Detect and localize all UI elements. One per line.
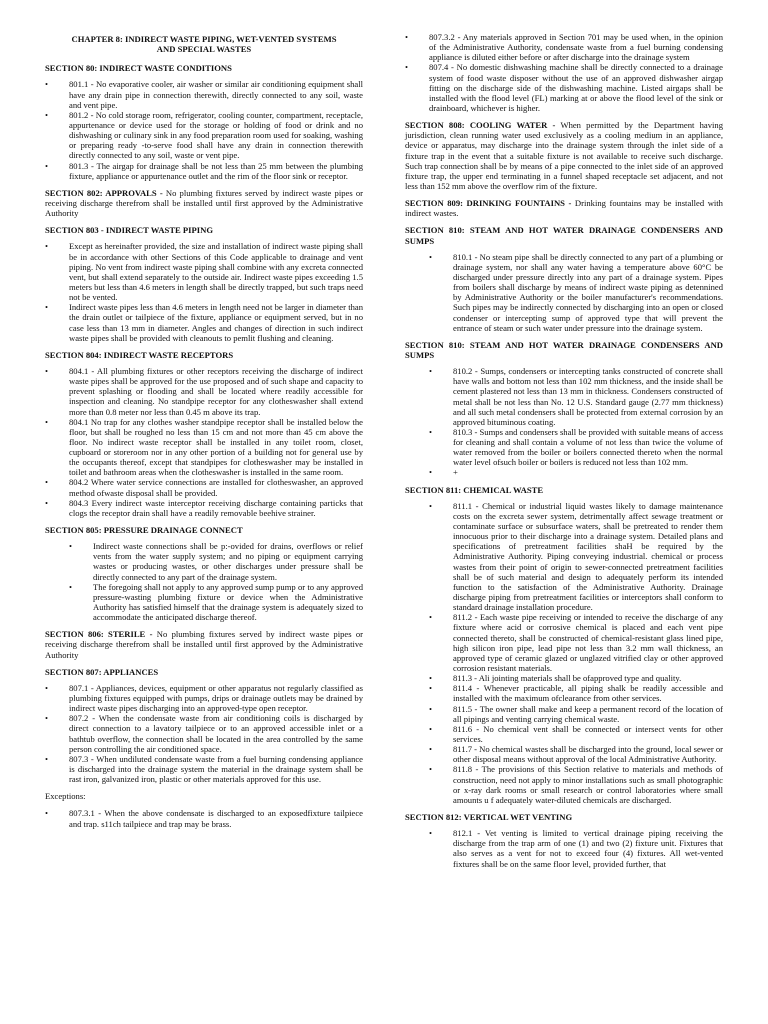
- list-item: • 812.1 - Vet venting is limited to vertical drainage piping receiving the discharge from the trap arm of one (1) and two (2) fixture unit. Fixtures that also serves as a vent for not to exceed four (4) fixtures. All wet-vented fixtures shall be on the same floor level, provided further, that: [405, 828, 723, 869]
- list-item: • 807.3 - When undiluted condensate waste from a fuel burning condensing appliance is discharged into the drainage system the material in the drainage system shall be rast iron, galvanized iron, plastic or other materials approved for this use.: [45, 754, 363, 784]
- section-80-list: [45, 79, 363, 180]
- exceptions-label: Exceptions:: [45, 791, 86, 802]
- section-810a-heading: SECTION 810: STEAM AND HOT WATER DRAINAGE CONDENSERS AND SUMPS: [405, 225, 723, 246]
- list-item: • Indirect waste connections shall be p:-ovided for drains, overflows or relief vents from the water supply system; and no piping or equipment carrying wastes or producing wastes, or other discharges under pressure shall be directly connected to any part of the drainage system.: [45, 541, 363, 582]
- section-810b-list: [405, 366, 723, 478]
- list-item: • 804.2 Where water service connections are installed for clotheswasher, an approved method ofwaste disposal shall be provided.: [45, 477, 363, 497]
- list-item: • 811.1 - Chemical or industrial liquid wastes likely to damage maintenance costs on the excreta sewer system, detrimentally affect sewage treatment or contaminate surface or subsurface waters, shall be pretreated to render them innocuous prior to their discharge into a drainage system. Detailed plans and specifications of pretreatment facilities shaH be required by the Administrative Authority. Piping conveying industrial. chemical or process wastes from their point of origin to sewer-connected pretreatment facilities shall be of such material and design to adequately perform its intended function to the satisfaction of the Administrative Authority. Drainage discharge piping from pretreatment facilities or interceptors shall conform to standard drainage installation procedure.: [405, 501, 723, 613]
- section-811-heading: SECTION 811: CHEMICAL WASTE: [405, 484, 544, 495]
- list-item: • 807.4 - No domestic dishwashing machine shall be directly connected to a drainage system of food waste disposer without the use of an approved dishwasher airgap fitting on the discharge side of the dishwashing machine. Listed airgaps shall be installed with the flood level (FL) marking at or above the flood level of the sink or drainboard, whichever is higher.: [405, 62, 723, 113]
- section-806-paragraph: [45, 629, 363, 659]
- section-808-text: When permitted by the Department having jurisdiction, clean running water used exclusively as a cooling medium in an appliance, device or apparatus, may discharge into the drainage system through the inlet side of a fixture trap in the event that a suitable fixture is not available to receive such discharge. Such trap connection shall be by means of a pipe connected to the inlet side of an approved fixture trap, the upper end terminating in a funnel shaped receptacle set adjacent, and not less than 152 mm above the overflow rim of the fixture.: [405, 120, 723, 191]
- section-804-list: [45, 366, 363, 518]
- section-812-list: [405, 828, 723, 869]
- right-column: [405, 32, 723, 876]
- list-item: • 811.7 - No chemical wastes shall be discharged into the ground, local sewer or other disposal means without approval of the local Administrative Authority.: [405, 744, 723, 764]
- list-item: • Indirect waste pipes less than 4.6 meters in length need not be larger in diameter than the drain outlet or tailpiece of the fixture, appliance or equipment served, but in no case less than 13 mm in diameter. Angles and changes of direction in such indirect waste pipes shall be provided with cleanouts to pemlit flushing and cleaning.: [45, 302, 363, 343]
- list-item: • 811.4 - Whenever practicable, all piping shalk be readily accessible and installed with the maximum ofclearance from other services.: [405, 683, 723, 703]
- list-item: • 807.3.1 - When the above condensate is discharged to an exposedfixture tailpiece and trap. s11ch tailpiece and trap may be brass.: [45, 808, 363, 828]
- section-803-heading: SECTION 803 - INDIRECT WASTE PIPING: [45, 225, 214, 236]
- section-80-heading: SECTION 80: INDIRECT WASTE CONDITIONS: [45, 63, 232, 74]
- section-802-label: SECTION 802: APPROVALS -: [45, 187, 163, 198]
- list-item: • Except as hereinafter provided, the size and installation of indirect waste piping shall be in accordance with other Sections of this Code applicable to drainage and vent piping. No vent from indirect waste piping shall combine with any excreta connected vent, but shall extend separately to the outside air. Indirect waste pipes exceeding 1.5 meters but less than 4.6 meters in length shall be directly trapped, but such traps need not be vented.: [45, 241, 363, 302]
- section-802-text: No plumbing fixtures served by indirect waste pipes or receiving discharge therefrom shall be installed until first approved by the Administrative Authority: [45, 187, 363, 219]
- list-item: • +: [405, 467, 723, 477]
- chapter-title: [45, 34, 363, 54]
- list-item: • 804.3 Every indirect waste interceptor receiving discharge containing particks that clogs the receptor drain shall have a readily removable beehive strainer.: [45, 498, 363, 518]
- section-812-heading: SECTION 812: VERTICAL WET VENTING: [405, 811, 573, 822]
- section-809-text: Drinking fountains may be installed with indirect wastes.: [405, 198, 723, 219]
- list-item: • 811.2 - Each waste pipe receiving or intended to receive the discharge of any fixture where acid or corrosive chemical is placed and each vent pipe connected thereto, shall be constructed of chemical-resistant glass lined pipe, high silicon iron pipe, lead pipe not less than 3.2 mm wall thickness, an approved type of ceramic glazed or unglazed vitrified clay or other approved corrosion resistant materials.: [405, 612, 723, 673]
- chapter-title-line-1: CHAPTER 8: INDIRECT WASTE PIPING, WET-VENTED SYSTEMS: [71, 34, 337, 44]
- list-item: • 810.3 - Sumps and condensers shall be provided with suitable means of access for cleaning and shall contain a volume of not less than twice the volume of water removed from the boiler or boilers connected thereto when the normal water level ofsuch boiler or boilers is reduced not less than 102 mm.: [405, 427, 723, 468]
- chapter-title-line-2: AND SPECIAL WASTES: [156, 44, 252, 55]
- section-809-label: SECTION 809: DRINKING FOUNTAINS -: [405, 198, 572, 209]
- list-item: • 810.2 - Sumps, condensers or intercepting tanks constructed of concrete shall have walls and bottom not less than 102 mm thickness, and the inside shall be cement plastered not less than 13 mm in thickness. Condensers constructed of metal shall be not less than No. 12 U.S. Standard gauge (2.77 mm thickness) and all such metal condensers shall be protected from external corrosion by an approved bituminous coating.: [405, 366, 723, 427]
- list-item: • 801.2 - No cold storage room, refrigerator, cooling counter, compartment, receptacle, appurtenance or device used for the storage or holding of food or drink and no dishwashing or culinary sink in any food preparation room used for soaking, washing or preparing ready -to-serve food shall have any drain in connection therewith directly connected to any soil, waste or vent pipe.: [45, 110, 363, 161]
- section-807-heading: SECTION 807: APPLIANCES: [45, 666, 159, 677]
- list-item: • 811.8 - The provisions of this Section relative to materials and methods of construction, need not apply to minor installations such as small photographic or x-ray dark rooms or small research or control laboratories where small amounts u f adequately water-diluted chemicals are discharged.: [405, 764, 723, 805]
- section-808-paragraph: [405, 120, 723, 191]
- section-811-list: [405, 501, 723, 805]
- list-item: • 801.1 - No evaporative cooler, air washer or similar air conditioning equipment shall have any drain pipe in connection therewith, directly connected to any soil, waste and vent pipe.: [45, 79, 363, 109]
- section-805-list: [45, 541, 363, 622]
- list-item: • 811.5 - The owner shall make and keep a permanent record of the location of all pipings and venting carrying chemical waste.: [405, 704, 723, 724]
- list-item: • 807.1 - Appliances, devices, equipment or other apparatus not regularly classified as plumbing fixtures equipped with pumps, drips or drainage outlets may be drained by indirect waste pipes discharging into an approved-type open receptor.: [45, 683, 363, 713]
- list-item: • 810.1 - No steam pipe shall be directly connected to any part of a plumbing or drainage system, nor shall any water having a temperature above 60°C be discharged under pressure directly into any part of a drainage system. Pipes from boilers shall discharge by means of indirect waste piping as detennined by Administrative Authority or the boiler manufacturer's recommendations. Such pipes may be indirectly connected by discharging into an open or closed condenser or intercepting sump of approved type that will prevent the entrance of steam or such water under pressure into the drainage system.: [405, 252, 723, 333]
- left-column: [45, 34, 363, 836]
- section-807-list: [45, 683, 363, 784]
- section-806-text: No plumbing fixtures served by indirect waste pipes or receiving discharge therefrom shall be installed until first approved by the Administrative Authority: [45, 629, 363, 660]
- section-810b-heading: SECTION 810: STEAM AND HOT WATER DRAINAGE CONDENSERS AND SUMPS: [405, 339, 723, 360]
- section-810a-list: [405, 252, 723, 333]
- list-item: • 801.3 - The airgap for drainage shall be not less than 25 mm between the plumbing fixture, appliance or appurtenance outlet and the rim of the floor sink or receptor.: [45, 161, 363, 181]
- section-809-paragraph: [405, 198, 723, 218]
- section-807-continued-list: [405, 32, 723, 113]
- section-802-paragraph: [45, 188, 363, 218]
- list-item: • 807.2 - When the condensate waste from air conditioning coils is discharged by direct connection to a lavatory tailpiece or to an approved accessible inlet or a bathtub overflow, the connection shall be located in the area controlled by the same person controlling the air conditioned space.: [45, 713, 363, 754]
- exceptions-list: [45, 808, 363, 828]
- section-806-label: SECTION 806: STERILE -: [45, 629, 153, 640]
- list-item: • 804.1 No trap for any clothes washer standpipe receptor shall be installed below the floor, but shall be roughed no less than 15 cm and not more than 45 cm above the floor. No indirect waste receptor shall be installed in any toilet room, closet, cupboard or storeroom nor in any other portion of a building not for general use by the occupants thereof, except that standpipes for clotheswasher may be installed in toilet and bathroom areas when the clotheswasher is installed in the same room.: [45, 417, 363, 478]
- section-808-label: SECTION 808: COOLING WATER -: [405, 120, 556, 131]
- list-item: • 807.3.2 - Any materials approved in Section 701 may be used when, in the opinion of the Administrative Authority, condensate waste from a fuel burning condensing appliance is diluted either before or after discharge into the drainage system: [405, 32, 723, 62]
- section-804-heading: SECTION 804: INDIRECT WASTE RECEPTORS: [45, 349, 234, 360]
- section-805-heading: SECTION 805: PRESSURE DRAINAGE CONNECT: [45, 525, 243, 536]
- list-item: • 811.3 - Ali jointing materials shall be ofapproved type and quality.: [405, 673, 723, 683]
- section-803-list: [45, 241, 363, 342]
- list-item: • 811.6 - No chemical vent shall be connected or intersect vents for other services.: [405, 724, 723, 744]
- list-item: • 804.1 - All plumbing fixtures or other receptors receiving the discharge of indirect waste pipes shall be approved for the use proposed and of such shape and capacity to prevent splashing or flooding and shall be located where readily accessible for inspection and cleaning. No standpipe receptor for any clotheswasher shall extend more than 0.8 meter nor less than 0.45 m above its trap.: [45, 366, 363, 417]
- list-item: • The foregoing shall not apply to any approved sump pump or to any approved pressure-wasting plumbing fixture or device when the Administrative Authority has satisfied himself that the drainage system is adequately sized to accommodate the anticipated discharge thereof.: [45, 582, 363, 623]
